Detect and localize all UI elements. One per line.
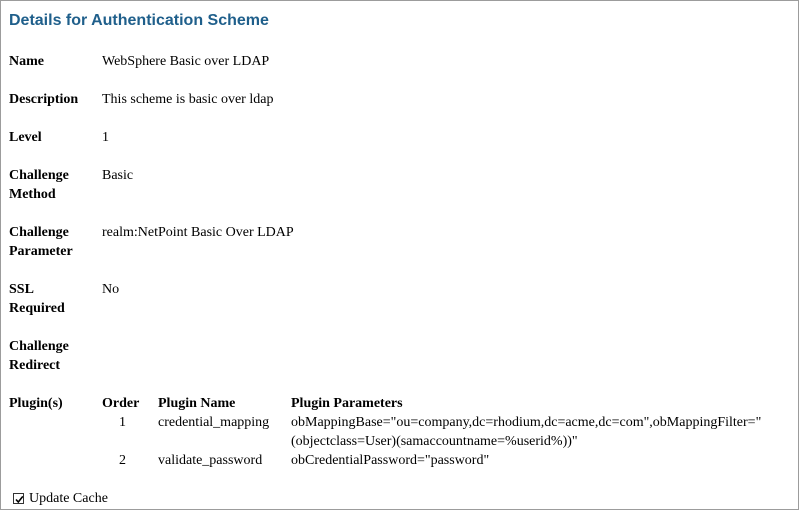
ssl-required-label-line2: Required	[9, 301, 65, 316]
update-cache-option[interactable]	[13, 490, 108, 507]
challenge-method-value: Basic	[102, 168, 134, 183]
level-value: 1	[102, 130, 109, 145]
challenge-method-label	[9, 166, 97, 204]
plugin-name: validate_password	[158, 453, 263, 468]
challenge-method-label-line2: Method	[9, 187, 56, 202]
plugins-label: Plugin(s)	[9, 396, 63, 411]
level-label: Level	[9, 130, 42, 145]
update-cache-checkbox[interactable]	[13, 493, 24, 504]
column-header-order: Order	[102, 396, 140, 411]
challenge-parameter-label-line1: Challenge	[9, 225, 69, 240]
description-value: This scheme is basic over ldap	[102, 92, 274, 107]
plugin-order: 1	[119, 415, 126, 430]
challenge-parameter-value: realm:NetPoint Basic Over LDAP	[102, 225, 294, 240]
plugin-parameters: obMappingBase="ou=company,dc=rhodium,dc=acme,dc=com",obMappingFilter="(objectclass=User)(samaccountname=%userid%))"	[291, 415, 762, 449]
page-title: Details for Authentication Scheme	[9, 12, 269, 29]
challenge-parameter-label-line2: Parameter	[9, 244, 73, 259]
name-value: WebSphere Basic over LDAP	[102, 54, 270, 69]
description-label: Description	[9, 92, 79, 107]
plugin-name: credential_mapping	[158, 415, 270, 430]
challenge-method-label-line1: Challenge	[9, 168, 69, 183]
name-label: Name	[9, 54, 44, 69]
ssl-required-value: No	[102, 282, 120, 297]
plugin-parameters: obCredentialPassword="password"	[291, 453, 490, 468]
challenge-redirect-label	[9, 337, 97, 375]
column-header-plugin-parameters: Plugin Parameters	[291, 396, 403, 411]
challenge-redirect-label-line1: Challenge	[9, 339, 69, 354]
challenge-parameter-label	[9, 223, 97, 261]
ssl-required-label-line1: SSL	[9, 282, 34, 297]
checkmark-icon	[14, 494, 25, 505]
plugin-order: 2	[119, 453, 126, 468]
ssl-required-label	[9, 280, 97, 318]
challenge-redirect-label-line2: Redirect	[9, 358, 61, 373]
update-cache-label: Update Cache	[29, 491, 108, 506]
column-header-plugin-name: Plugin Name	[158, 396, 236, 411]
